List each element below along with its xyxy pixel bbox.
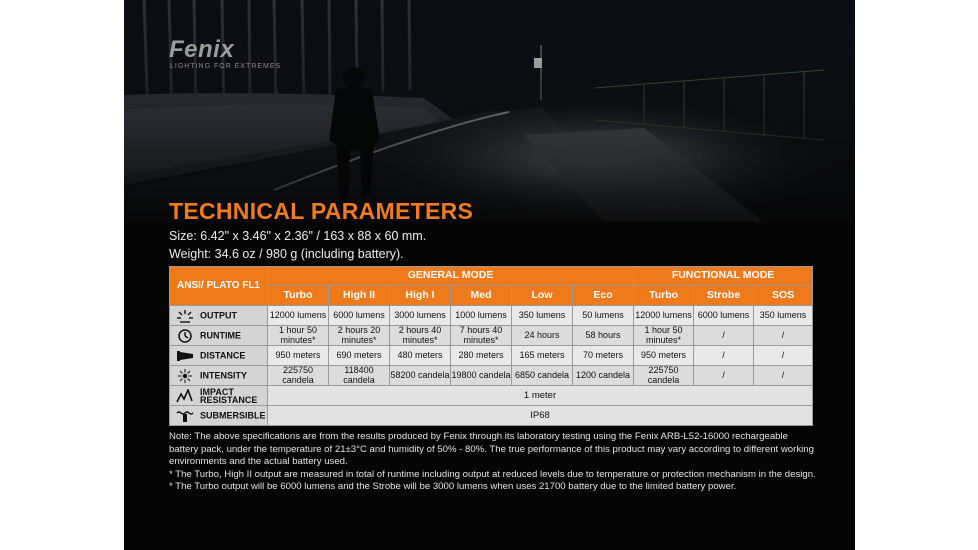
table-row bbox=[170, 406, 813, 426]
table-cell: / bbox=[754, 326, 813, 346]
row-header-intensity bbox=[170, 366, 268, 386]
table-cell: 950 meters bbox=[634, 346, 694, 366]
row-label: DISTANCE bbox=[200, 349, 246, 360]
clock-icon bbox=[176, 329, 194, 343]
table-cell: 3000 lumens bbox=[390, 306, 451, 326]
submersible-icon bbox=[176, 409, 194, 423]
table-cell: 2 hours 20 minutes* bbox=[329, 326, 390, 346]
table-row bbox=[170, 306, 813, 326]
table-cell: / bbox=[694, 366, 754, 386]
footnotes bbox=[169, 431, 817, 494]
table-cell: IP68 bbox=[268, 406, 813, 426]
fenix-logo: Fenix bbox=[169, 36, 235, 63]
table-cell: 118400 candela bbox=[329, 366, 390, 386]
mode-header: High I bbox=[390, 286, 451, 306]
mode-header: Med bbox=[451, 286, 512, 306]
mode-header: Eco bbox=[573, 286, 634, 306]
table-cell: 19800 candela bbox=[451, 366, 512, 386]
table-cell: 950 meters bbox=[268, 346, 329, 366]
table-cell: 350 lumens bbox=[754, 306, 813, 326]
mode-header: Turbo bbox=[268, 286, 329, 306]
row-label: IMPACT RESISTANCE bbox=[200, 386, 258, 405]
table-cell: 6000 lumens bbox=[329, 306, 390, 326]
size-spec: Size: 6.42" x 3.46" x 2.36" / 163 x 88 x 60 mm. bbox=[169, 229, 427, 243]
distance-icon bbox=[176, 349, 194, 363]
mode-header: Low bbox=[512, 286, 573, 306]
table-cell: 12000 lumens bbox=[268, 306, 329, 326]
product-infographic bbox=[124, 0, 855, 550]
logo-tagline: LIGHTING FOR EXTREMES bbox=[170, 63, 282, 70]
table-cell: 24 hours bbox=[512, 326, 573, 346]
general-mode-header: GENERAL MODE bbox=[268, 267, 634, 286]
impact-icon bbox=[176, 389, 194, 403]
intensity-icon bbox=[176, 369, 194, 383]
table-cell: 225750 candela bbox=[268, 366, 329, 386]
table-cell: 58200 candela bbox=[390, 366, 451, 386]
mode-header: High II bbox=[329, 286, 390, 306]
technical-parameters-table bbox=[169, 266, 813, 426]
functional-mode-header: FUNCTIONAL MODE bbox=[634, 267, 813, 286]
table-cell: 280 meters bbox=[451, 346, 512, 366]
table-row bbox=[170, 386, 813, 406]
row-label: SUBMERSIBLE bbox=[200, 409, 266, 420]
table-row bbox=[170, 326, 813, 346]
night-road-photo bbox=[124, 0, 855, 222]
row-header-impact bbox=[170, 386, 268, 406]
table-cell: 690 meters bbox=[329, 346, 390, 366]
row-label: OUTPUT bbox=[200, 309, 237, 320]
table-cell: 70 meters bbox=[573, 346, 634, 366]
table-cell: / bbox=[694, 346, 754, 366]
ansi-header: ANSI/ PLATO FL1 bbox=[170, 267, 268, 306]
table-cell: 225750 candela bbox=[634, 366, 694, 386]
table-cell: 480 meters bbox=[390, 346, 451, 366]
table-cell: 1200 candela bbox=[573, 366, 634, 386]
table-cell: 1000 lumens bbox=[451, 306, 512, 326]
footnote-text: * The Turbo, High II output are measured in total of runtime including output at reduced levels due to temperature or protection mechanism in the design. bbox=[169, 468, 816, 480]
table-cell: 58 hours bbox=[573, 326, 634, 346]
mode-header: SOS bbox=[754, 286, 813, 306]
footnote-text: * The Turbo output will be 6000 lumens and the Strobe will be 3000 lumens when uses 21700 battery due to the limited battery power. bbox=[169, 481, 737, 493]
row-label: INTENSITY bbox=[200, 369, 248, 380]
row-header-output bbox=[170, 306, 268, 326]
section-title: TECHNICAL PARAMETERS bbox=[169, 198, 474, 224]
table-row bbox=[170, 366, 813, 386]
table-cell: 165 meters bbox=[512, 346, 573, 366]
table-cell: 350 lumens bbox=[512, 306, 573, 326]
table-cell: 2 hours 40 minutes* bbox=[390, 326, 451, 346]
table-cell: 12000 lumens bbox=[634, 306, 694, 326]
table-cell: 6000 lumens bbox=[694, 306, 754, 326]
mode-header: Strobe bbox=[694, 286, 754, 306]
table-cell: 50 lumens bbox=[573, 306, 634, 326]
mode-header: Turbo bbox=[634, 286, 694, 306]
table-cell: 1 meter bbox=[268, 386, 813, 406]
row-header-submersible bbox=[170, 406, 268, 426]
table-cell: / bbox=[694, 326, 754, 346]
weight-spec: Weight: 34.6 oz / 980 g (including battery). bbox=[169, 247, 404, 261]
table-row bbox=[170, 346, 813, 366]
table-cell: 1 hour 50 minutes* bbox=[634, 326, 694, 346]
table-cell: 6850 candela bbox=[512, 366, 573, 386]
table-cell: 1 hour 50 minutes* bbox=[268, 326, 329, 346]
table-cell: 7 hours 40 minutes* bbox=[451, 326, 512, 346]
table-cell: / bbox=[754, 366, 813, 386]
note-text: Note: The above specifications are from the results produced by Fenix through its laboratory testing using the Fenix ARB-L52-16000 rechargeable battery pack, under the temperature of 21±3°C and humidity of 50% - 80%. The true performance of this product may vary according to different working environments and the actual battery used. bbox=[169, 431, 814, 468]
table-cell: / bbox=[754, 346, 813, 366]
row-header-distance bbox=[170, 346, 268, 366]
row-label: RUNTIME bbox=[200, 329, 241, 340]
output-icon bbox=[176, 309, 194, 323]
row-header-runtime bbox=[170, 326, 268, 346]
